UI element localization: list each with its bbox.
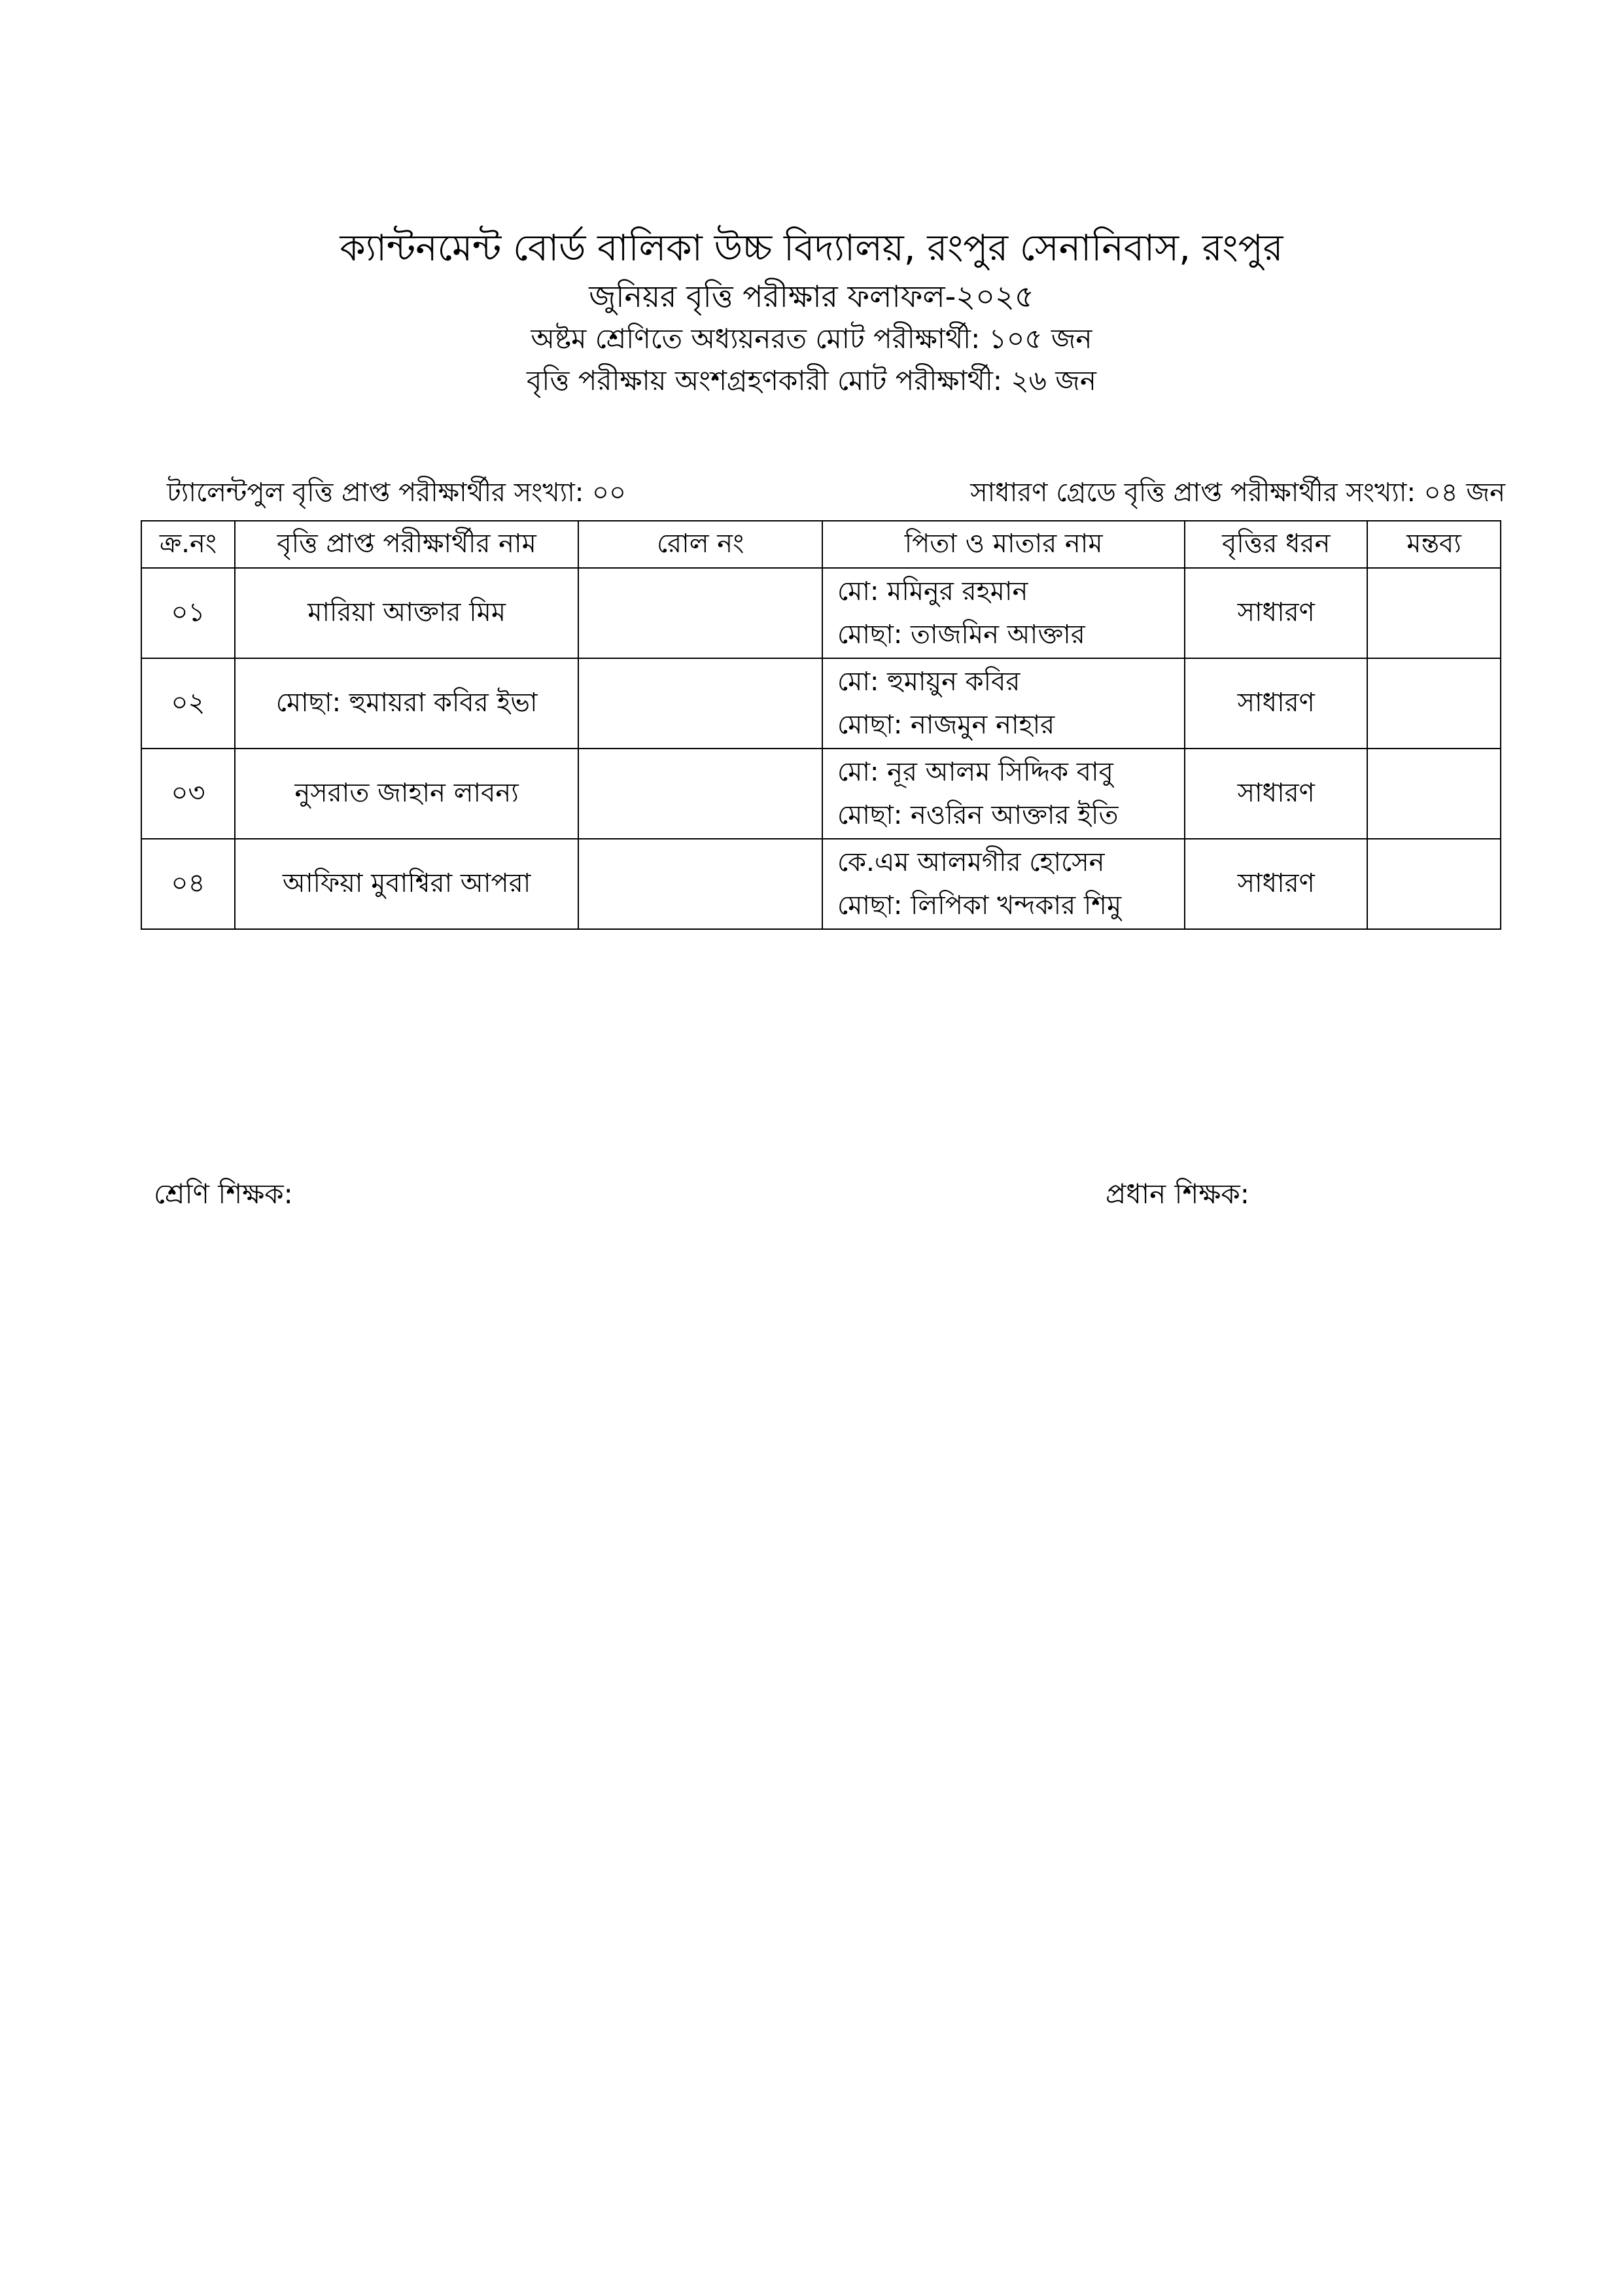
roll-cell xyxy=(578,658,822,749)
serial-cell: ০৩ xyxy=(141,749,235,839)
name-cell: আফিয়া মুবাশ্বিরা আপরা xyxy=(235,839,578,929)
father-name: কে.এম আলমগীর হোসেন xyxy=(837,847,1105,877)
participants-line: বৃত্তি পরীক্ষায় অংশগ্রহণকারী মোট পরীক্ষার্থী: ২৬ জন xyxy=(527,364,1096,397)
header-type: বৃত্তির ধরন xyxy=(1185,521,1367,568)
parents-cell xyxy=(822,568,1185,658)
mother-name: মোছা: নাজমুন নাহার xyxy=(837,710,1055,740)
talentpool-count: ট্যালেন্টপুল বৃত্তি প্রাপ্ত পরীক্ষার্থীর সংখ্যা: ০০ xyxy=(167,478,627,508)
class-teacher-signature-label: শ্রেণি শিক্ষক: xyxy=(154,1178,293,1210)
father-name: মো: হুমায়ুন কবির xyxy=(837,667,1021,697)
parents-cell xyxy=(822,839,1185,929)
roll-cell xyxy=(578,568,822,658)
roll-cell xyxy=(578,839,822,929)
results-table xyxy=(141,520,1501,930)
table-row xyxy=(141,839,1501,929)
mother-name: মোছা: লিপিকা খন্দকার শিমু xyxy=(837,891,1122,921)
remark-cell xyxy=(1367,749,1501,839)
parents-cell xyxy=(822,658,1185,749)
exam-title: জুনিয়র বৃত্তি পরীক্ষার ফলাফল-২০২৫ xyxy=(589,279,1034,314)
type-cell: সাধারণ xyxy=(1185,839,1367,929)
remark-cell xyxy=(1367,568,1501,658)
table-row xyxy=(141,749,1501,839)
header-serial: ক্র.নং xyxy=(141,521,235,568)
mother-name: মোছা: নওরিন আক্তার ইতি xyxy=(837,800,1119,830)
total-students-line: অষ্টম শ্রেণিতে অধ্যয়নরত মোট পরীক্ষার্থী: ১০৫ জন xyxy=(531,323,1092,355)
table-row xyxy=(141,568,1501,658)
header-roll: রোল নং xyxy=(578,521,822,568)
head-teacher-signature-label: প্রধান শিক্ষক: xyxy=(1106,1178,1249,1210)
school-name: ক্যান্টনমেন্ট বোর্ড বালিকা উচ্চ বিদ্যালয়, রংপুর সেনানিবাস, রংপুর xyxy=(340,227,1283,270)
table-header-row xyxy=(141,521,1501,568)
header-parents: পিতা ও মাতার নাম xyxy=(822,521,1185,568)
roll-cell xyxy=(578,749,822,839)
type-cell: সাধারণ xyxy=(1185,568,1367,658)
mother-name: মোছা: তাজমিন আক্তার xyxy=(837,620,1085,650)
name-cell: নুসরাত জাহান লাবন্য xyxy=(235,749,578,839)
father-name: মো: মমিনুর রহমান xyxy=(837,576,1028,607)
header-name: বৃত্তি প্রাপ্ত পরীক্ষার্থীর নাম xyxy=(235,521,578,568)
parents-cell xyxy=(822,749,1185,839)
remark-cell xyxy=(1367,658,1501,749)
name-cell: মোছা: হুমায়রা কবির ইভা xyxy=(235,658,578,749)
remark-cell xyxy=(1367,839,1501,929)
serial-cell: ০২ xyxy=(141,658,235,749)
general-count: সাধারণ গ্রেডে বৃত্তি প্রাপ্ত পরীক্ষার্থীর সংখ্যা: ০৪ জন xyxy=(970,478,1505,508)
header-remark: মন্তব্য xyxy=(1367,521,1501,568)
serial-cell: ০৪ xyxy=(141,839,235,929)
name-cell: মারিয়া আক্তার মিম xyxy=(235,568,578,658)
table-row xyxy=(141,658,1501,749)
father-name: মো: নূর আলম সিদ্দিক বাবু xyxy=(837,757,1113,787)
document-header xyxy=(0,222,1623,402)
type-cell: সাধারণ xyxy=(1185,658,1367,749)
type-cell: সাধারণ xyxy=(1185,749,1367,839)
serial-cell: ০১ xyxy=(141,568,235,658)
